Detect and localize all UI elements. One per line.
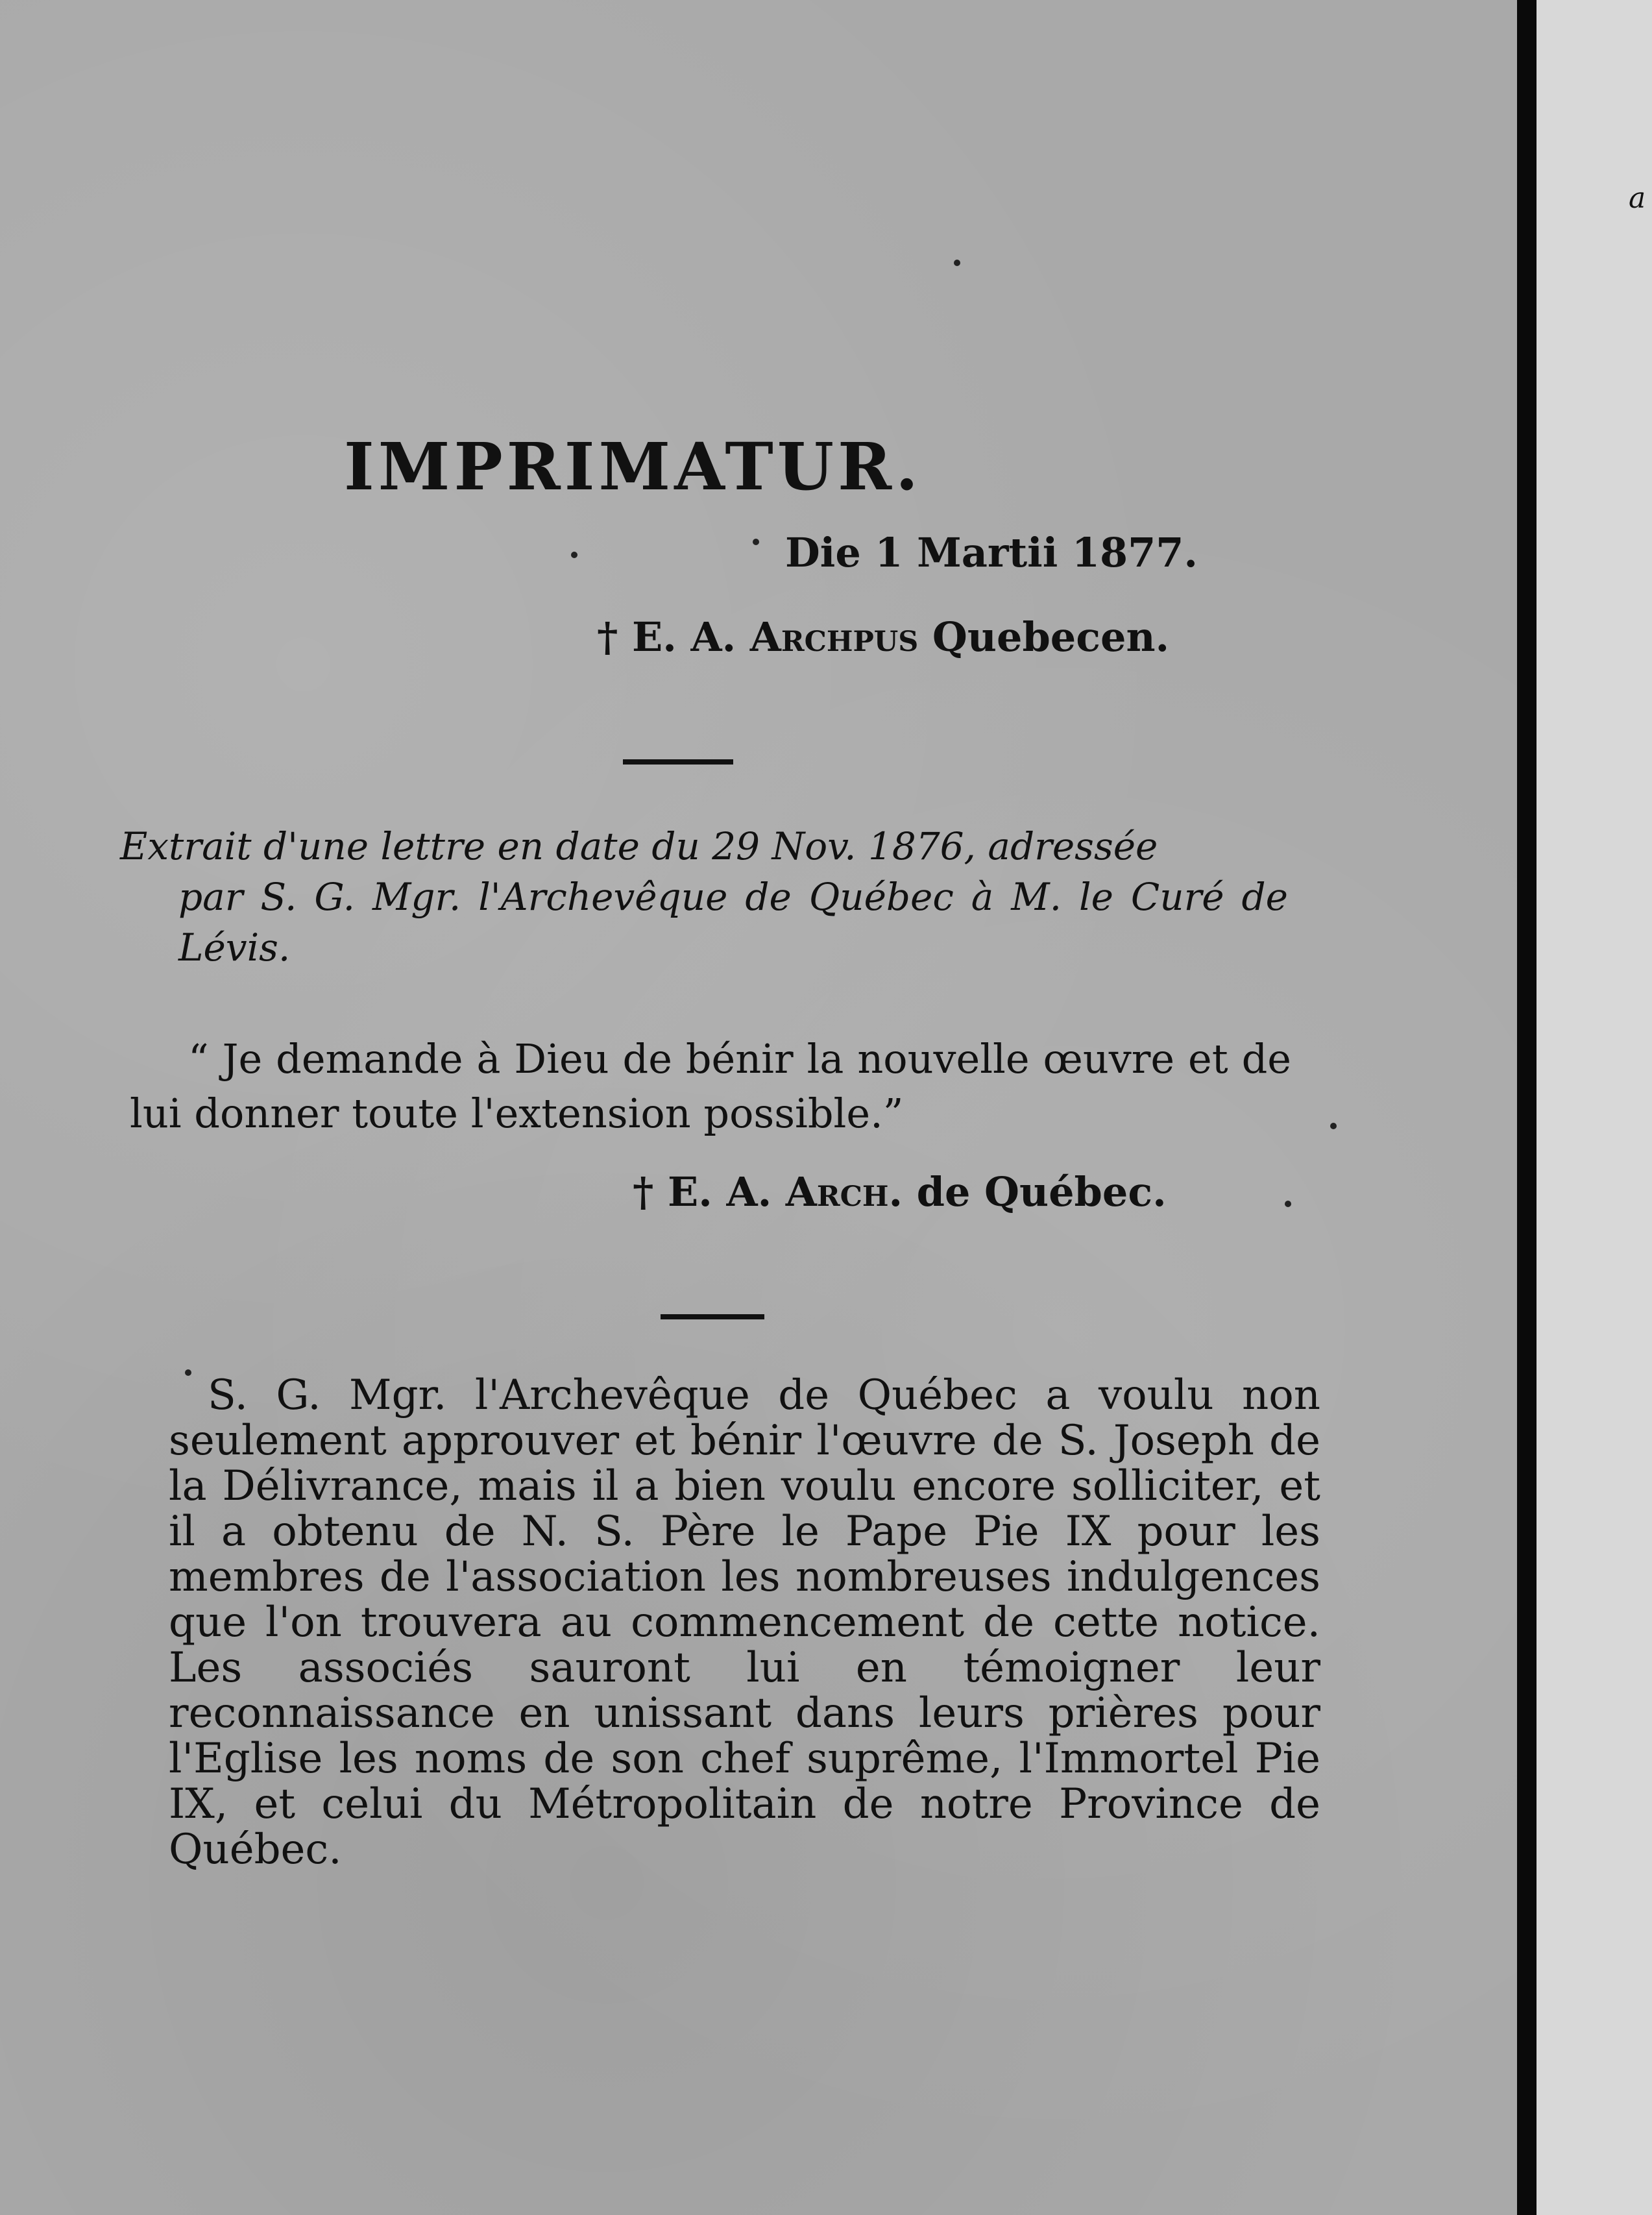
ink-speck xyxy=(185,1369,191,1376)
extract-heading-line2: par S. G. Mgr. l'Archevêque de Québec à M. le Curé de Lévis. xyxy=(178,875,1288,970)
imprimatur-heading: IMPRIMATUR. xyxy=(344,428,922,505)
cross-mark: † xyxy=(633,1168,654,1216)
imprimatur-date: Die 1 Martii 1877. xyxy=(785,529,1198,576)
cross-mark: † xyxy=(597,613,618,661)
archbishop-quote: “ Je demande à Dieu de bénir la nouvelle œuvre et de lui donner toute l'extension possible.” xyxy=(130,1035,1291,1137)
binding-edge xyxy=(1517,0,1537,2215)
signature-place: de Québec. xyxy=(916,1168,1167,1216)
signature-initials: E. A. xyxy=(668,1168,772,1216)
signature-title: Arch. xyxy=(785,1168,903,1216)
imprimatur-signature xyxy=(597,613,1169,661)
body-paragraph: S. G. Mgr. l'Archevêque de Québec a voulu non seulement approuver et bénir l'œuvre de S. Joseph de la Délivrance, mais il a bien voulu encore solliciter, et il a obtenu de N. S. Père le Pape Pie IX pour les membres de l'association les nombreuses indulgences que l'on trouvera au commencement de cette notice. Les associés sauront lui en témoigner leur reconnaissance en unissant dans leurs prières pour l'Eglise les noms de son chef suprême, l'Immortel Pie IX, et celui du Métropolitain de notre Province de Québec. xyxy=(169,1371,1320,1874)
adjacent-page xyxy=(1537,0,1652,2215)
ink-speck xyxy=(1285,1201,1291,1207)
ink-speck xyxy=(753,539,759,545)
section-divider xyxy=(623,759,733,765)
signature-place: Quebecen. xyxy=(932,613,1170,661)
extract-heading-line1: Extrait d'une lettre en date du 29 Nov. 1876, adressée xyxy=(120,824,1158,868)
ink-speck xyxy=(571,552,577,558)
section-divider xyxy=(661,1314,764,1319)
signature-initials: E. A. xyxy=(632,613,736,661)
quote-signature xyxy=(633,1168,1167,1216)
adjacent-page-mark: a xyxy=(1629,182,1646,215)
extract-heading xyxy=(120,821,1288,973)
ink-speck xyxy=(954,260,960,266)
ink-speck xyxy=(1330,1123,1337,1129)
signature-title: Archpus xyxy=(749,613,919,661)
